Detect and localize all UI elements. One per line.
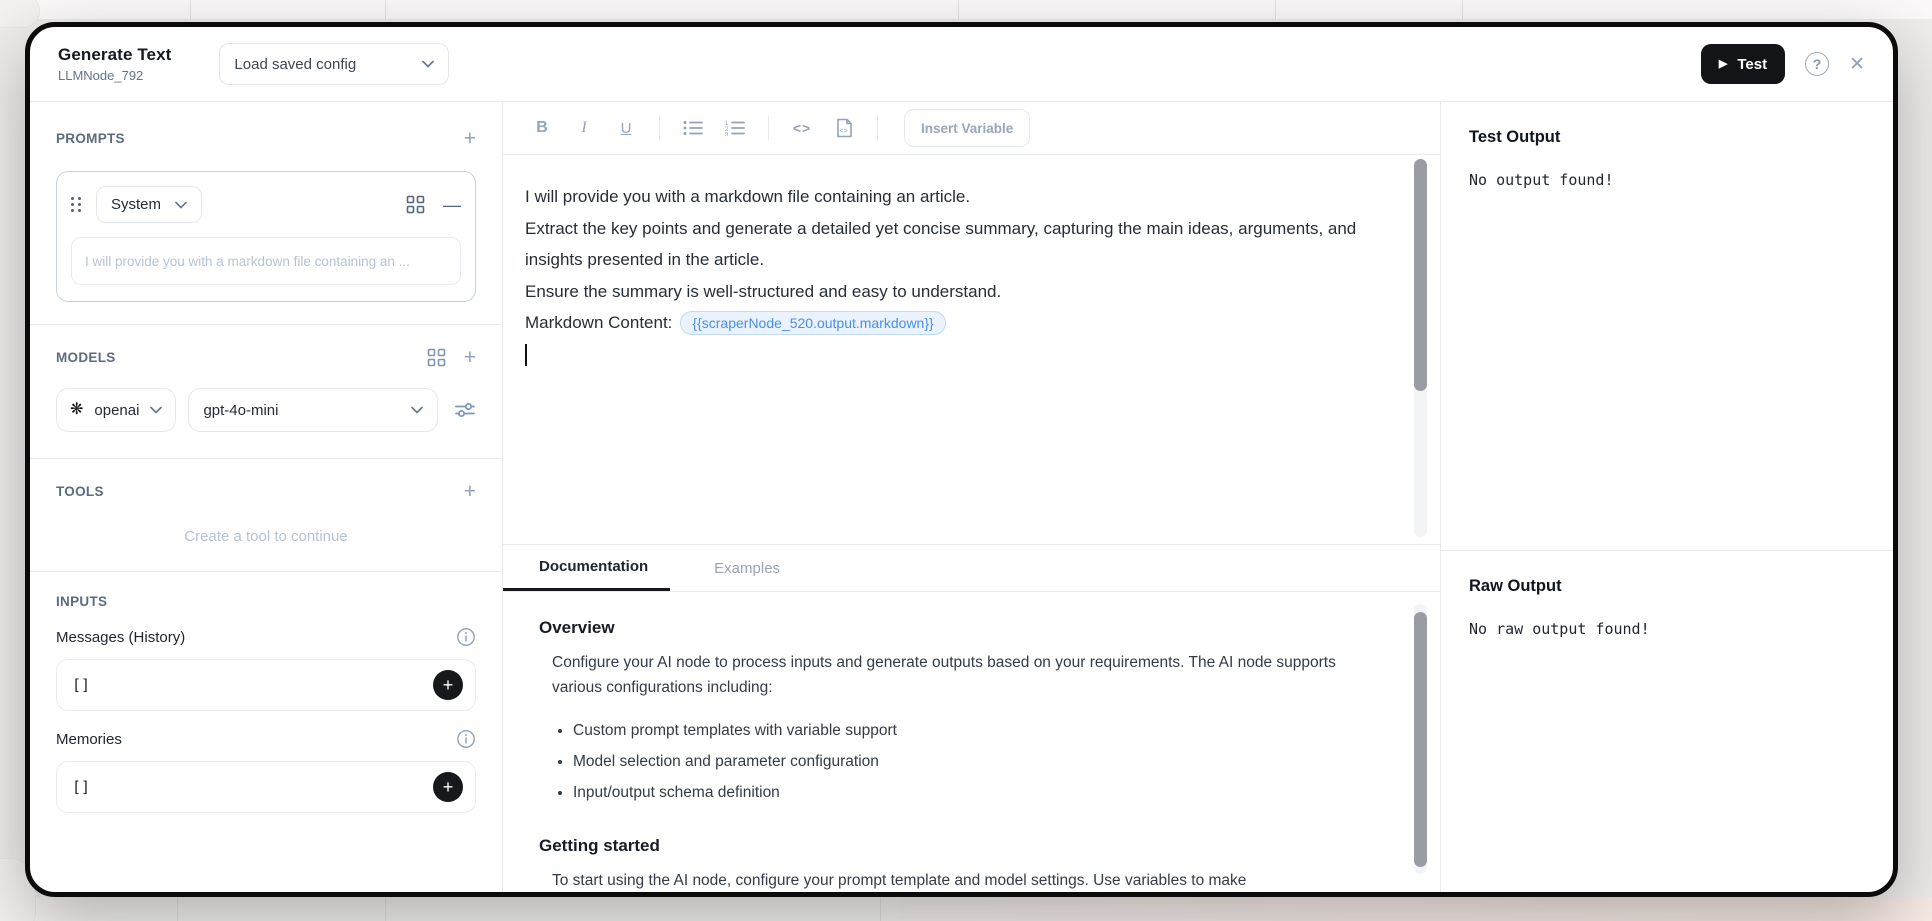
raw-output-empty-text: No raw output found!: [1469, 620, 1650, 638]
editor-toolbar: [503, 102, 1440, 155]
chevron-down-icon: [150, 406, 162, 414]
modal-header: [30, 27, 1893, 102]
add-prompt-button[interactable]: +: [463, 127, 476, 150]
add-message-button[interactable]: +: [433, 670, 463, 700]
test-output-title: Test Output: [1469, 128, 1561, 146]
code-file-button[interactable]: [827, 111, 861, 145]
tools-section-title: TOOLS: [56, 484, 104, 499]
background-column-line: [177, 897, 178, 921]
docs-tabs: [503, 545, 1440, 592]
tools-section: [30, 459, 502, 571]
numbered-list-button[interactable]: [718, 111, 752, 145]
add-memory-button[interactable]: +: [433, 772, 463, 802]
toolbar-divider: [768, 116, 769, 140]
llm-node-config-modal: [25, 22, 1898, 897]
title-block: [58, 45, 171, 83]
provider-select[interactable]: [56, 388, 176, 432]
info-icon[interactable]: [456, 729, 476, 749]
info-icon[interactable]: [456, 627, 476, 647]
prompt-role-select[interactable]: [96, 186, 202, 223]
memories-value: []: [72, 778, 91, 796]
overview-heading: Overview: [539, 618, 615, 637]
background-column-line: [385, 0, 386, 20]
background-column-line: [958, 0, 959, 20]
insert-variable-label: Insert Variable: [921, 120, 1014, 136]
close-icon[interactable]: ✕: [1849, 53, 1865, 75]
background-table-top: [0, 0, 1932, 20]
output-panel: [1440, 102, 1893, 896]
background-card-corner: [0, 0, 40, 28]
list-item: • Custom prompt templates with variable support: [573, 722, 1380, 740]
feature-list: [573, 722, 1380, 802]
model-label: gpt-4o-mini: [203, 401, 279, 419]
insert-variable-button[interactable]: [904, 109, 1030, 147]
prompt-text-editor[interactable]: [503, 155, 1440, 544]
svg-text:3: 3: [725, 132, 729, 136]
model-select[interactable]: [188, 388, 438, 432]
toolbar-divider: [877, 116, 878, 140]
test-button[interactable]: [1701, 44, 1785, 84]
load-saved-config-select[interactable]: [219, 43, 449, 85]
background-column-line: [385, 897, 386, 921]
models-section: [30, 325, 502, 458]
docs-panel: [503, 544, 1440, 896]
prompts-section: [30, 102, 502, 324]
model-settings-sliders-icon[interactable]: [454, 399, 476, 421]
help-icon[interactable]: ?: [1805, 52, 1829, 76]
bullet-list-button[interactable]: [676, 111, 710, 145]
messages-history-value: []: [72, 676, 91, 694]
markdown-content-label: Markdown Content:: [525, 312, 673, 332]
background-column-line: [190, 0, 191, 20]
getting-started-paragraph: To start using the AI node, configure your prompt template and model settings. Use variables to make: [552, 872, 1247, 889]
background-highlight-region: [900, 897, 1932, 921]
provider-label: openai: [94, 401, 140, 419]
page-title: Generate Text: [58, 45, 172, 64]
text-cursor: [525, 344, 527, 366]
background-column-line: [1275, 0, 1276, 20]
add-model-button[interactable]: +: [463, 346, 476, 369]
svg-text:<>: <>: [839, 128, 848, 135]
svg-text:2: 2: [725, 127, 729, 133]
list-item: • Model selection and parameter configuration: [573, 753, 1380, 771]
docs-content[interactable]: [503, 592, 1440, 896]
background-column-line: [1462, 0, 1463, 20]
overview-paragraph: Configure your AI node to process inputs and generate outputs based on your requirements. The AI node supports various configurations including:: [552, 654, 1336, 696]
editor-paragraph: Extract the key points and generate a detailed yet concise summary, capturing the main ideas, arguments, and insights presented in the article.: [525, 218, 1357, 269]
inputs-section-title: INPUTS: [56, 594, 108, 609]
memories-label: Memories: [56, 730, 122, 748]
template-grid-icon[interactable]: [427, 348, 446, 367]
template-grid-icon[interactable]: [406, 195, 425, 214]
tab-documentation[interactable]: Documentation: [503, 545, 670, 591]
models-section-title: MODELS: [56, 350, 116, 365]
tools-empty-text: Create a tool to continue: [184, 528, 348, 545]
config-sidebar: [30, 102, 503, 896]
drag-handle-icon[interactable]: [71, 197, 82, 212]
node-id-label: LLMNode_792: [58, 68, 144, 83]
openai-logo-icon: ❋: [70, 401, 84, 418]
underline-button[interactable]: U: [609, 111, 643, 145]
play-icon: ▶: [1718, 57, 1728, 70]
list-item: • Input/output schema definition: [573, 784, 1380, 802]
messages-history-label: Messages (History): [56, 628, 186, 646]
prompt-editor-column: [503, 102, 1440, 896]
messages-history-value-box[interactable]: [56, 659, 476, 711]
prompts-section-title: PROMPTS: [56, 131, 125, 146]
test-output-section: [1441, 102, 1893, 550]
editor-paragraph: I will provide you with a markdown file containing an article.: [525, 187, 971, 206]
remove-prompt-icon[interactable]: —: [443, 194, 461, 215]
svg-text:1: 1: [725, 121, 729, 127]
variable-chip[interactable]: {{scraperNode_520.output.markdown}}: [680, 311, 945, 335]
chevron-down-icon: [175, 201, 187, 209]
bold-button[interactable]: B: [525, 111, 559, 145]
code-button[interactable]: <>: [785, 111, 819, 145]
memories-value-box[interactable]: [56, 761, 476, 813]
italic-button[interactable]: I: [567, 111, 601, 145]
load-saved-config-label: Load saved config: [234, 55, 357, 73]
editor-paragraph: Ensure the summary is well-structured and easy to understand.: [525, 281, 1002, 301]
getting-started-heading: Getting started: [539, 836, 660, 855]
chevron-down-icon: [422, 60, 434, 68]
test-output-empty-text: No output found!: [1469, 171, 1614, 189]
editor-scrollbar-thumb[interactable]: [1414, 159, 1427, 391]
test-button-label: Test: [1737, 55, 1768, 73]
inputs-section: [30, 572, 502, 813]
raw-output-title: Raw Output: [1469, 577, 1562, 595]
toolbar-divider: [659, 116, 660, 140]
background-column-line: [880, 897, 881, 921]
raw-output-section: [1441, 550, 1893, 896]
prompt-role-label: System: [111, 196, 162, 213]
add-tool-button[interactable]: +: [463, 480, 476, 503]
system-prompt-input[interactable]: [71, 237, 461, 285]
chevron-down-icon: [411, 406, 423, 414]
docs-scrollbar-thumb[interactable]: [1414, 612, 1427, 867]
prompt-card: [56, 171, 476, 302]
tab-examples[interactable]: Examples: [714, 559, 781, 577]
